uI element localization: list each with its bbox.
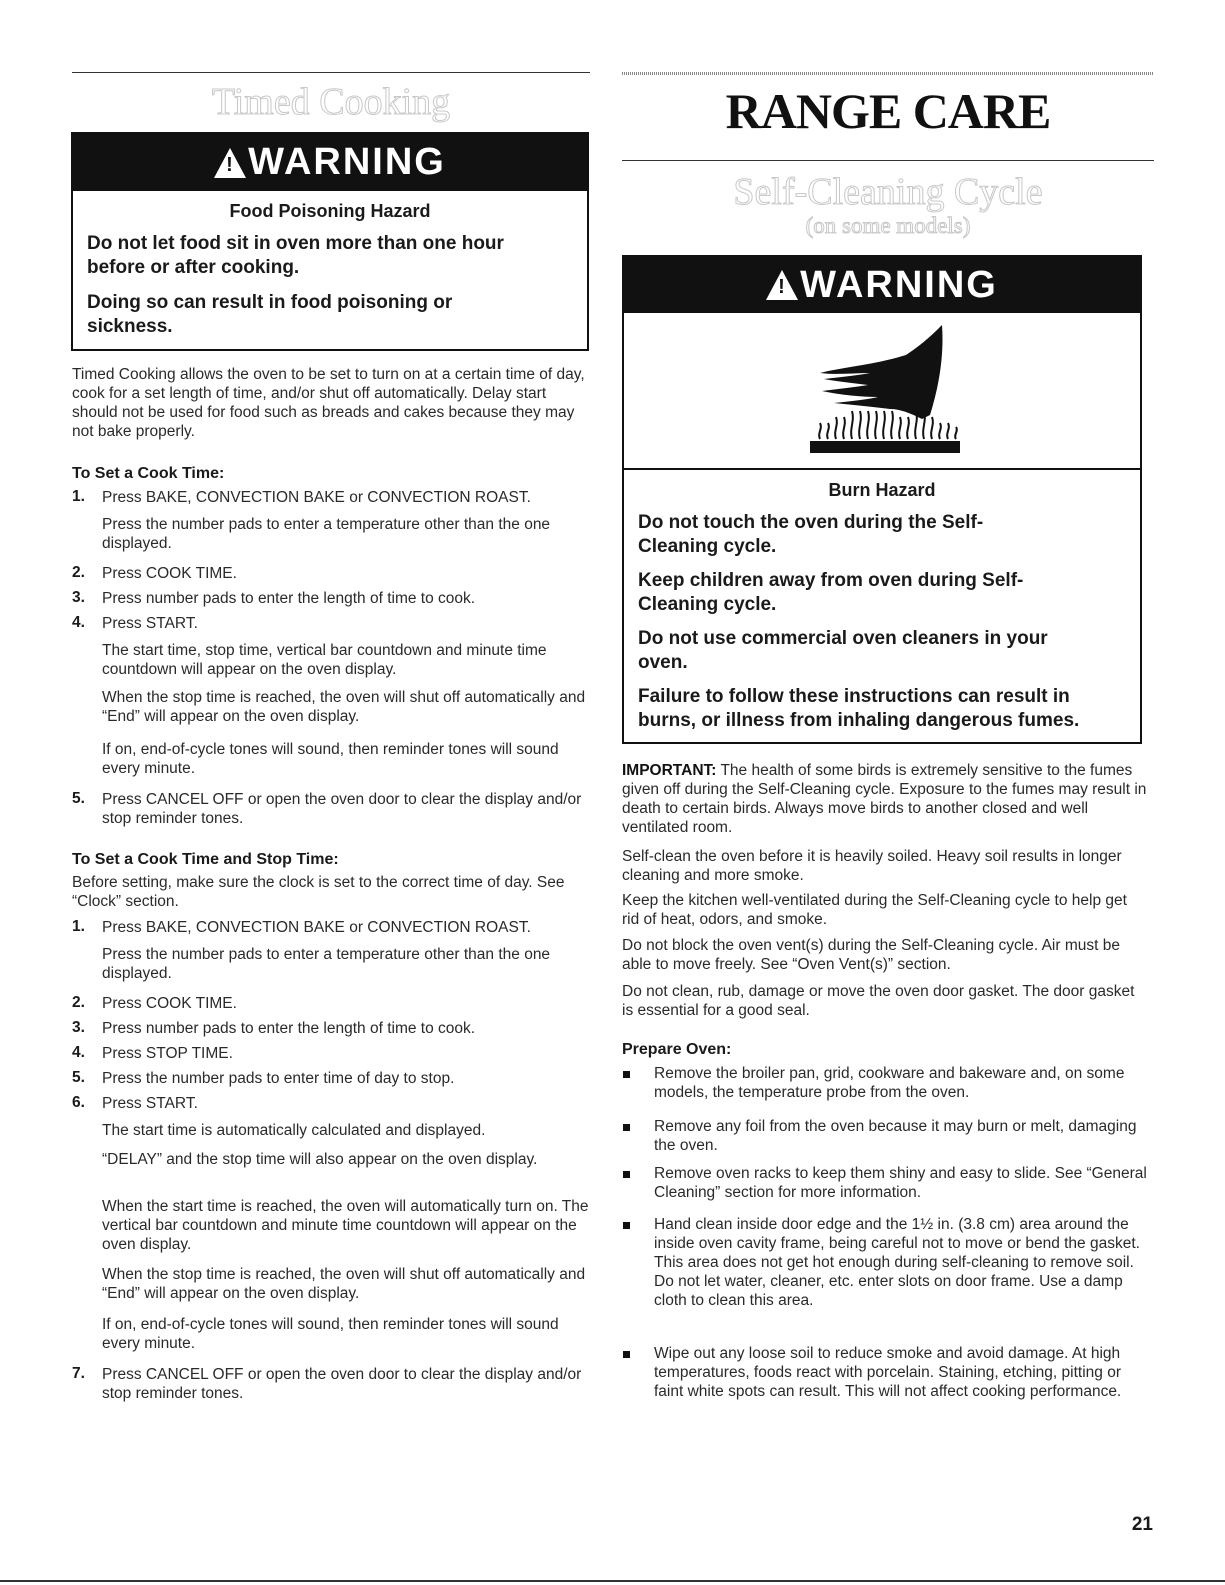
step-text: Press CANCEL OFF or open the oven door to clear the display and/or stop reminder tones. bbox=[102, 791, 582, 827]
page-title: RANGE CARE bbox=[725, 83, 1051, 139]
step-text: Press COOK TIME. bbox=[102, 565, 237, 582]
step-text: The start time is automatically calculated and displayed. bbox=[102, 1122, 486, 1139]
step-text: Press CANCEL OFF or open the oven door to clear the display and/or stop reminder tones. bbox=[102, 1366, 582, 1402]
hand-heat-waves-icon bbox=[624, 313, 1140, 468]
bullet-square-icon bbox=[623, 1222, 630, 1229]
bullet-item: Remove the broiler pan, grid, cookware and bakeware and, on some models, the temperature probe from the oven. bbox=[654, 1065, 1125, 1101]
step-text: Press BAKE, CONVECTION BAKE or CONVECTION ROAST. bbox=[102, 489, 531, 506]
warning-banner bbox=[73, 134, 587, 191]
warning-line-2: Keep children away from oven during Self-Cleaning cycle. bbox=[638, 570, 1024, 615]
warning-box-food-poisoning bbox=[71, 132, 589, 351]
step-text: Press the number pads to enter time of day to stop. bbox=[102, 1070, 455, 1087]
step-text: When the start time is reached, the oven will automatically turn on. The vertical bar countdown and minute time countdown will appear on the oven display. bbox=[102, 1198, 589, 1253]
step-number: 4. bbox=[72, 614, 85, 631]
bottom-rule bbox=[0, 1580, 1225, 1582]
step-text: “DELAY” and the stop time will also appear on the oven display. bbox=[102, 1151, 538, 1168]
step-text: When the stop time is reached, the oven will shut off automatically and “End” will appear on the oven display. bbox=[102, 1266, 586, 1302]
section-subtitle: (on some models) bbox=[805, 213, 971, 238]
hazard-title: Burn Hazard bbox=[828, 480, 936, 500]
step-number: 2. bbox=[72, 994, 85, 1011]
hazard-title: Food Poisoning Hazard bbox=[229, 201, 431, 221]
step-number: 5. bbox=[72, 790, 85, 807]
bullet-item: Wipe out any loose soil to reduce smoke and avoid damage. At high temperatures, foods react with porcelain. Staining, etching, pitting or faint white spots can result. This will not affect cooking performance. bbox=[654, 1345, 1122, 1400]
step-number: 6. bbox=[72, 1094, 85, 1111]
step-text: The start time, stop time, vertical bar countdown and minute time countdown will appear on the oven display. bbox=[102, 642, 547, 678]
top-dotted-rule bbox=[622, 72, 1154, 75]
warning-banner bbox=[624, 257, 1140, 313]
step-number: 7. bbox=[72, 1365, 85, 1382]
step-text: Press BAKE, CONVECTION BAKE or CONVECTION ROAST. bbox=[102, 919, 531, 936]
warning-triangle-icon bbox=[766, 270, 798, 300]
step-text: Press START. bbox=[102, 1095, 198, 1112]
step-number: 5. bbox=[72, 1069, 85, 1086]
stop-time-intro: Before setting, make sure the clock is set to the correct time of day. See “Clock” section. bbox=[72, 874, 565, 910]
step-number: 4. bbox=[72, 1044, 85, 1061]
step-text: Press the number pads to enter a temperature other than the one displayed. bbox=[102, 946, 551, 982]
warning-line-1: Do not let food sit in oven more than one hour before or after cooking. bbox=[87, 233, 504, 278]
warning-line-4: Failure to follow these instructions can result in burns, or illness from inhaling dangerous fumes. bbox=[638, 686, 1080, 731]
step-text: If on, end-of-cycle tones will sound, then reminder tones will sound every minute. bbox=[102, 741, 559, 777]
paragraph: Do not block the oven vent(s) during the Self-Cleaning cycle. Air must be able to move freely. See “Oven Vent(s)” section. bbox=[622, 937, 1120, 973]
step-text: Press number pads to enter the length of time to cook. bbox=[102, 590, 476, 607]
warning-line-2: Doing so can result in food poisoning or sickness. bbox=[87, 292, 453, 337]
step-text: Press COOK TIME. bbox=[102, 995, 237, 1012]
important-label: IMPORTANT: bbox=[622, 762, 717, 779]
bullet-item: Remove oven racks to keep them shiny and easy to slide. See “General Cleaning” section for more information. bbox=[654, 1165, 1147, 1201]
step-text: Press START. bbox=[102, 615, 198, 632]
warning-triangle-icon bbox=[214, 148, 246, 178]
step-text: Press STOP TIME. bbox=[102, 1045, 233, 1062]
warning-banner-text: WARNING bbox=[248, 141, 446, 183]
step-number: 2. bbox=[72, 564, 85, 581]
warning-box-burn bbox=[622, 255, 1142, 744]
step-text: When the stop time is reached, the oven will shut off automatically and “End” will appear on the oven display. bbox=[102, 689, 586, 725]
step-number: 1. bbox=[72, 918, 85, 935]
warning-line-1: Do not touch the oven during the Self-Cleaning cycle. bbox=[638, 512, 984, 557]
paragraph: Do not clean, rub, damage or move the oven door gasket. The door gasket is essential for a good seal. bbox=[622, 983, 1135, 1019]
paragraph: Self-clean the oven before it is heavily soiled. Heavy soil results in longer cleaning and more smoke. bbox=[622, 848, 1122, 884]
important-text: The health of some birds is extremely sensitive to the fumes given off during the Self-Cleaning cycle. Exposure to the fumes may result in death to certain birds. Always move birds to another closed and well ventilated room. bbox=[622, 762, 1147, 836]
top-rule bbox=[72, 72, 590, 73]
bullet-item: Hand clean inside door edge and the 1½ in. (3.8 cm) area around the inside oven cavity frame, being careful not to move or bend the gasket. This area does not get hot enough during self-cleaning to remove soil. Do not let water, cleaner, etc. enter slots on door frame. Use a damp cloth to clean this area. bbox=[654, 1216, 1140, 1309]
warning-banner-text: WARNING bbox=[800, 263, 998, 306]
warning-line-3: Do not use commercial oven cleaners in your oven. bbox=[638, 628, 1048, 673]
section-title-self-cleaning: Self-Cleaning Cycle bbox=[733, 171, 1043, 213]
step-text: Press number pads to enter the length of time to cook. bbox=[102, 1020, 476, 1037]
bullet-square-icon bbox=[623, 1351, 630, 1358]
bullet-square-icon bbox=[623, 1124, 630, 1131]
important-paragraph bbox=[622, 761, 1147, 837]
step-number: 3. bbox=[72, 1019, 85, 1036]
bullet-item: Remove any foil from the oven because it may burn or melt, damaging the oven. bbox=[654, 1118, 1137, 1154]
bullet-square-icon bbox=[623, 1171, 630, 1178]
cook-time-heading: To Set a Cook Time: bbox=[72, 465, 225, 482]
step-number: 3. bbox=[72, 589, 85, 606]
intro-paragraph: Timed Cooking allows the oven to be set to turn on at a certain time of day, cook for a set length of time, and/or shut off automatically. Delay start should not be used for food such as breads and cakes because they may not bake properly. bbox=[72, 366, 585, 440]
bullet-square-icon bbox=[623, 1071, 630, 1078]
step-text: Press the number pads to enter a temperature other than the one displayed. bbox=[102, 516, 551, 552]
stop-time-heading: To Set a Cook Time and Stop Time: bbox=[72, 851, 339, 868]
section-title-timed-cooking: Timed Cooking bbox=[211, 81, 451, 123]
step-number: 1. bbox=[72, 488, 85, 505]
page-number: 21 bbox=[1131, 1514, 1153, 1535]
step-text: If on, end-of-cycle tones will sound, then reminder tones will sound every minute. bbox=[102, 1316, 559, 1352]
burn-illustration bbox=[624, 313, 1140, 470]
prepare-heading: Prepare Oven: bbox=[622, 1041, 732, 1058]
title-rule bbox=[622, 160, 1154, 161]
paragraph: Keep the kitchen well-ventilated during the Self-Cleaning cycle to help get rid of heat, odors, and smoke. bbox=[622, 892, 1127, 928]
